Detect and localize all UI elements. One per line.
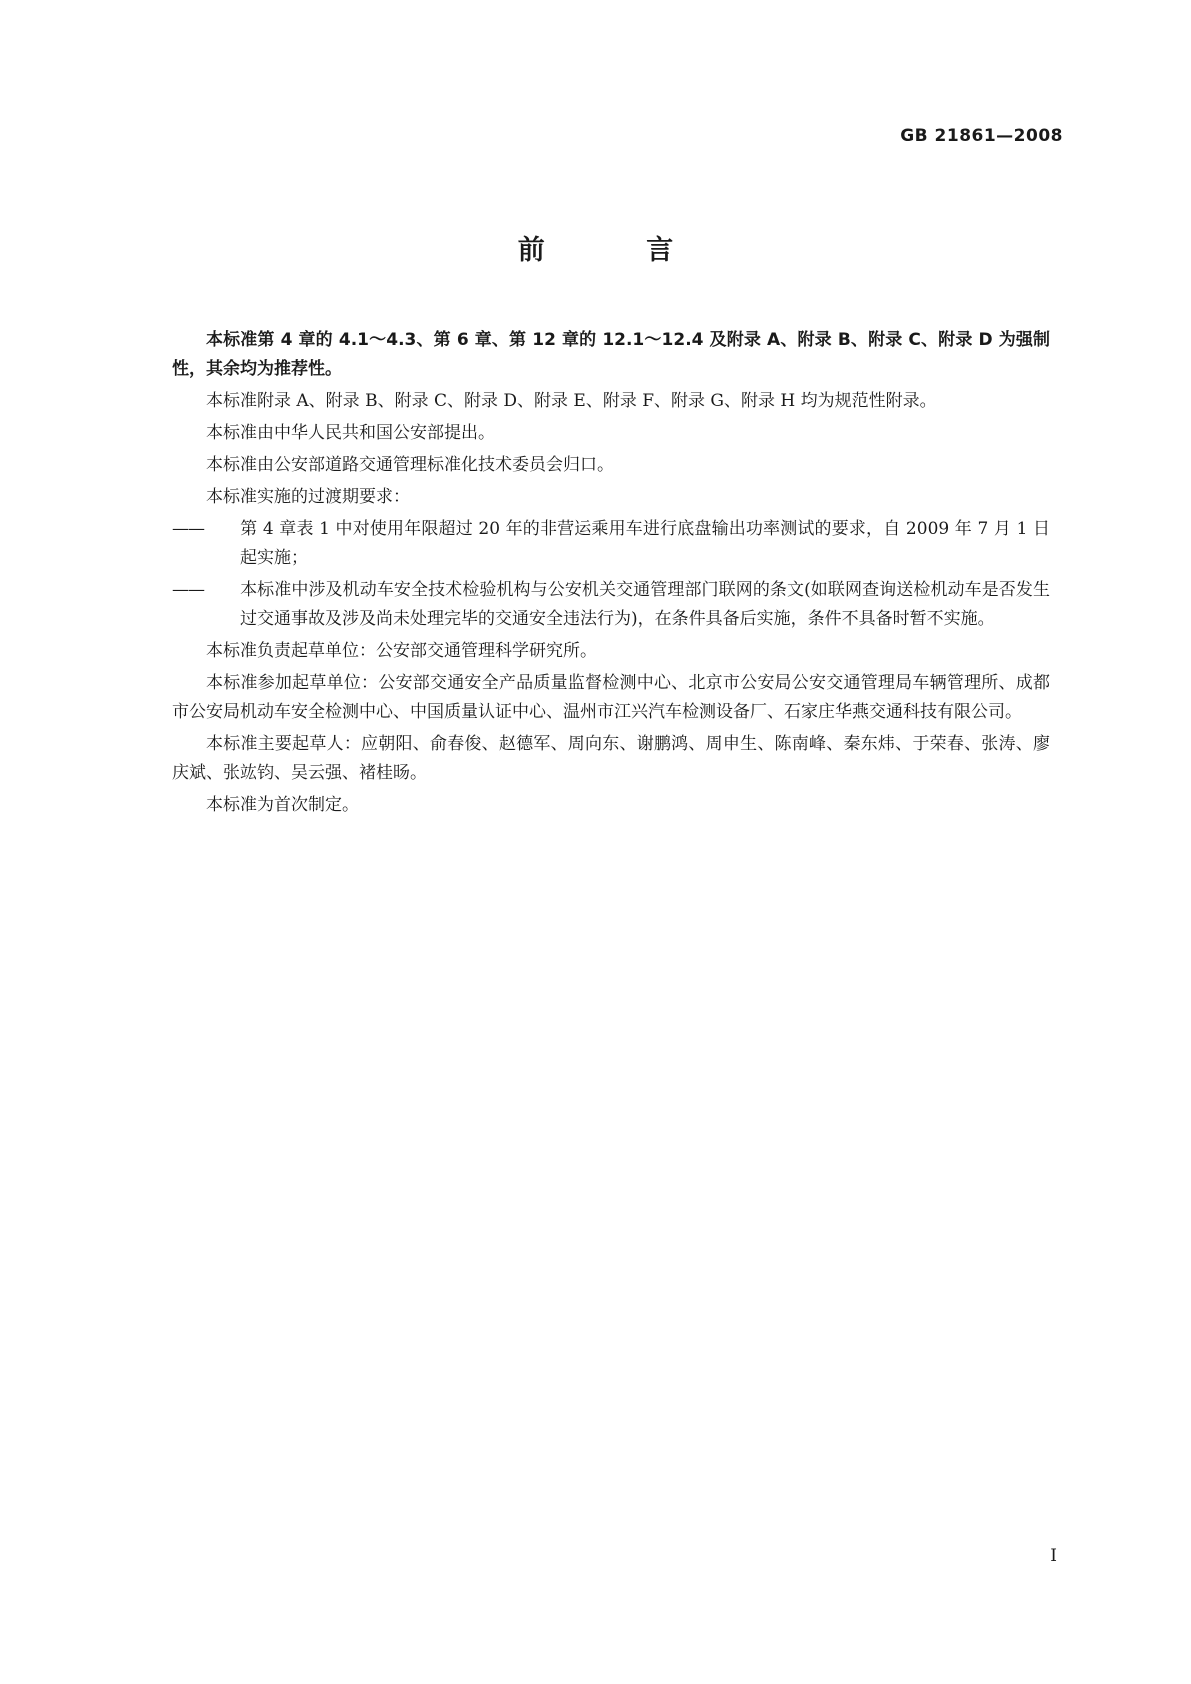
centralized-paragraph: 本标准由公安部道路交通管理标准化技术委员会归口。 [206,455,614,475]
dash-mark: —— [172,519,204,539]
transition-item-2-text: 本标准中涉及机动车安全技术检验机构与公安机关交通管理部门联网的条文(如联网查询送检机动车是否发生过交通事故及涉及尚未处理完毕的交通安全违法行为)，在条件具备后实施，条件不具备时暂不实施。 [240,580,1050,629]
transition-paragraph: 本标准实施的过渡期要求： [206,487,410,507]
foreword-body [172,326,1050,823]
mandatory-clause-paragraph: 本标准第 4 章的 4.1～4.3、第 6 章、第 12 章的 12.1～12.4 及附录 A、附录 B、附录 C、附录 D 为强制性，其余均为推荐性。 [172,330,1050,379]
dash-mark: —— [172,580,204,600]
drafters-paragraph: 本标准主要起草人：应朝阳、俞春俊、赵德军、周向东、谢鹏鸿、周申生、陈南峰、秦东炜、于荣春、张涛、廖庆斌、张竑钧、吴云强、褚桂旸。 [172,734,1050,783]
proposer-paragraph: 本标准由中华人民共和国公安部提出。 [206,423,495,443]
page-title: 前 言 [517,235,720,266]
page-number: I [1050,1546,1057,1566]
transition-item-2 [172,576,1050,634]
first-edition-paragraph: 本标准为首次制定。 [206,795,359,815]
standard-code: GB 21861—2008 [900,126,1063,146]
annex-paragraph: 本标准附录 A、附录 B、附录 C、附录 D、附录 E、附录 F、附录 G、附录 H 均为规范性附录。 [206,391,937,411]
drafting-unit-paragraph: 本标准负责起草单位：公安部交通管理科学研究所。 [206,641,597,661]
transition-item-1 [172,515,1050,573]
transition-item-1-text: 第 4 章表 1 中对使用年限超过 20 年的非营运乘用车进行底盘输出功率测试的要求，自 2009 年 7 月 1 日起实施； [240,519,1050,568]
participating-units-paragraph: 本标准参加起草单位：公安部交通安全产品质量监督检测中心、北京市公安局公安交通管理局车辆管理所、成都市公安局机动车安全检测中心、中国质量认证中心、温州市江兴汽车检测设备厂、石家庄华燕交通科技有限公司。 [172,673,1050,722]
